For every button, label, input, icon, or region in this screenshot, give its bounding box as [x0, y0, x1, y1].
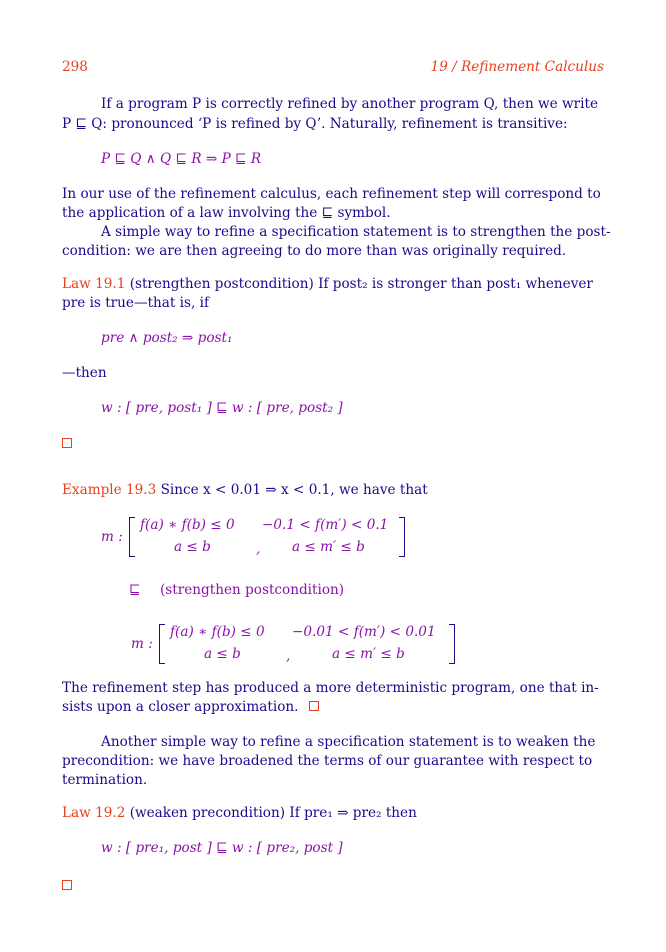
para1-line1: If a program P is correctly refined by another program Q, then we write [101, 96, 599, 112]
end-of-law-box [62, 436, 72, 452]
spec2-comma: , [286, 648, 291, 664]
law2-label: Law 19.2 [62, 805, 126, 821]
spec1-r2c2: a ≤ m′ ≤ b [292, 539, 365, 555]
para2-line1: In our use of the refinement calculus, each refinement step will correspond to [62, 186, 601, 202]
page-number: 298 [62, 59, 88, 75]
spec2-prefix: m : [131, 636, 153, 652]
end-of-example-box [309, 701, 319, 711]
law1-line1-text: (strengthen postcondition) If post₂ is stronger than post₁ whenever [129, 276, 593, 292]
spec1-prefix: m : [101, 529, 123, 545]
spec2-left-bracket [159, 624, 165, 664]
para3-line3: termination. [62, 772, 148, 788]
refinement-step-label: (strengthen postcondition) [160, 582, 345, 598]
example-after-line2-text: sists upon a closer approximation. [62, 699, 299, 715]
spec1-left-bracket [129, 517, 135, 557]
example-intro [62, 482, 428, 498]
refinement-symbol: ⊑ [129, 582, 141, 598]
spec1-right-bracket [399, 517, 405, 557]
spec1-r2c1: a ≤ b [174, 539, 211, 555]
para2-line3: A simple way to refine a specification statement is to strengthen the post- [101, 224, 611, 240]
law1-line1 [62, 276, 593, 292]
formula-transitive: P ⊑ Q ∧ Q ⊑ R ⇒ P ⊑ R [101, 151, 262, 167]
spec2-r2c1: a ≤ b [204, 646, 241, 662]
law2-formula: w : [ pre₁, post ] ⊑ w : [ pre₂, post ] [101, 840, 343, 856]
law1-then: —then [62, 365, 107, 381]
example-after-line1: The refinement step has produced a more deterministic program, one that in- [62, 680, 599, 696]
running-title: 19 / Refinement Calculus [430, 59, 604, 75]
spec1-comma: , [256, 541, 261, 557]
law1-line2: pre is true—that is, if [62, 295, 210, 311]
law1-label: Law 19.1 [62, 276, 126, 292]
example-label: Example 19.3 [62, 482, 157, 498]
law1-formula2: w : [ pre, post₁ ] ⊑ w : [ pre, post₂ ] [101, 400, 343, 416]
spec2-r2c2: a ≤ m′ ≤ b [332, 646, 405, 662]
end-of-law2-box [62, 878, 72, 894]
example-intro-text: Since x < 0.01 ⇒ x < 0.1, we have that [160, 482, 428, 498]
law2-line1 [62, 805, 417, 821]
spec2-r1c2: −0.01 < f(m′) < 0.01 [292, 624, 436, 640]
law1-formula: pre ∧ post₂ ⇒ post₁ [101, 330, 233, 346]
spec1-r1c1: f(a) ∗ f(b) ≤ 0 [140, 517, 235, 533]
para3-line2: precondition: we have broadened the terms of our guarantee with respect to [62, 753, 593, 769]
para1-line2: P ⊑ Q: pronounced ‘P is refined by Q’. Naturally, refinement is transitive: [62, 116, 568, 132]
para3-line1: Another simple way to refine a specification statement is to weaken the [101, 734, 596, 750]
para2-line4: condition: we are then agreeing to do more than was originally required. [62, 243, 567, 259]
spec1-r1c2: −0.1 < f(m′) < 0.1 [262, 517, 389, 533]
spec2-r1c1: f(a) ∗ f(b) ≤ 0 [170, 624, 265, 640]
example-after-line2 [62, 699, 319, 715]
para2-line2: the application of a law involving the ⊑ symbol. [62, 205, 391, 221]
spec2-right-bracket [449, 624, 455, 664]
law2-line1-text: (weaken precondition) If pre₁ ⇒ pre₂ then [129, 805, 417, 821]
